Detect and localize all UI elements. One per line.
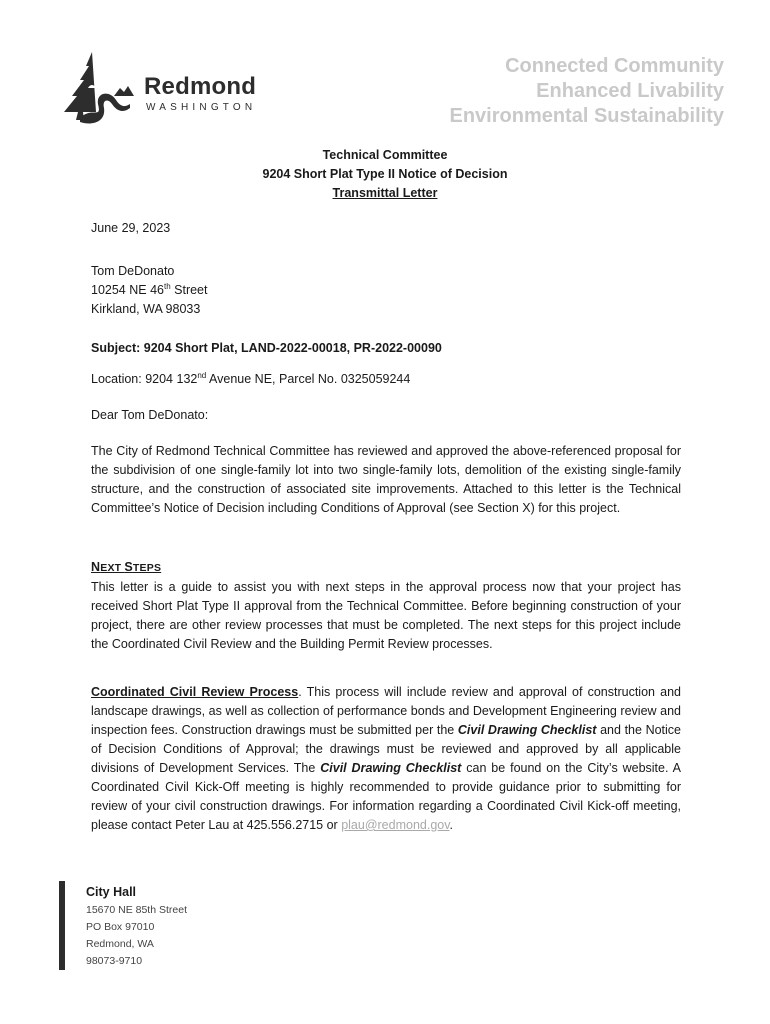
subject-line: Subject: 9204 Short Plat, LAND-2022-00018, PR-2022-00090 [91, 341, 442, 355]
taglines [449, 54, 724, 129]
tagline-3: Environmental Sustainability [449, 105, 724, 127]
intro-paragraph: The City of Redmond Technical Committee has reviewed and approved the above-referenced proposal for the subdivision of one single-family lot into two single-family lots, demolition of the existing single-family structure, and the construction of associated site improvements. Attached to this letter is the Technical Committee’s Notice of Decision including Conditions of Approval (see Section X) for this project. [91, 444, 681, 515]
recipient-street: 10254 NE 46th Street [91, 282, 208, 297]
email-link[interactable]: plau@redmond.gov [341, 818, 450, 832]
recipient-city: Kirkland, WA 98033 [91, 302, 201, 316]
greeting: Dear Tom DeDonato: [91, 408, 209, 422]
title-line-1: Technical Committee [322, 148, 448, 162]
footer-line-2: PO Box 97010 [86, 921, 155, 933]
recipient-address [91, 262, 681, 319]
letter-date: June 29, 2023 [91, 221, 171, 235]
city-hall-footer [86, 883, 187, 970]
logo-name: Redmond [144, 73, 257, 100]
footer-heading: City Hall [86, 885, 137, 899]
tree-river-icon [58, 48, 144, 128]
next-steps-heading: NEXT STEPS [91, 560, 162, 574]
next-steps-text: This letter is a guide to assist you with next steps in the approval process now that your project has received Short Plat Type II approval from the Technical Committee. Before beginning construction of your project, there are other review processes that must be completed. The next steps for this project include the Coordinated Civil Review and the Building Permit Review processes. [91, 580, 681, 651]
footer-bar [59, 881, 65, 970]
tagline-2: Enhanced Livability [536, 80, 724, 102]
footer-line-1: 15670 NE 85th Street [86, 904, 187, 916]
coordinated-civil-review-paragraph: Coordinated Civil Review Process. This process will include review and approval of construction and landscape drawings, as well as collection of performance bonds and Development Engineering review and inspection fees. Construction drawings must be submitted per the Civil Drawing Checklist and the Notice of Decision Conditions of Approval; the drawings must be reviewed and approved by all applicable divisions of Development Services. The Civil Drawing Checklist can be found on the City’s website. A Coordinated Civil Kick-Off meeting is highly recommended to provide guidance prior to submitting for review of your civil construction drawings. For information regarding a Coordinated Civil Kick-off meeting, please contact Peter Lau at 425.556.2715 or plau@redmond.gov. [91, 685, 682, 832]
civil-drawing-checklist-ref-2: Civil Drawing Checklist [320, 761, 462, 775]
redmond-logo [58, 48, 278, 128]
next-steps-section [91, 558, 681, 654]
footer-line-3: Redmond, WA [86, 938, 154, 950]
logo-state: WASHINGTON [146, 102, 257, 113]
document-title [0, 146, 770, 203]
coordinated-heading: Coordinated Civil Review Process [91, 685, 299, 699]
civil-drawing-checklist-ref: Civil Drawing Checklist [457, 723, 597, 737]
recipient-name: Tom DeDonato [91, 264, 175, 278]
footer-line-4: 98073-9710 [86, 955, 143, 967]
tagline-1: Connected Community [505, 55, 724, 77]
title-line-2: 9204 Short Plat Type II Notice of Decision [262, 167, 508, 181]
location-line: Location: 9204 132nd Avenue NE, Parcel No. 0325059244 [91, 371, 411, 386]
title-line-3: Transmittal Letter [332, 186, 438, 200]
